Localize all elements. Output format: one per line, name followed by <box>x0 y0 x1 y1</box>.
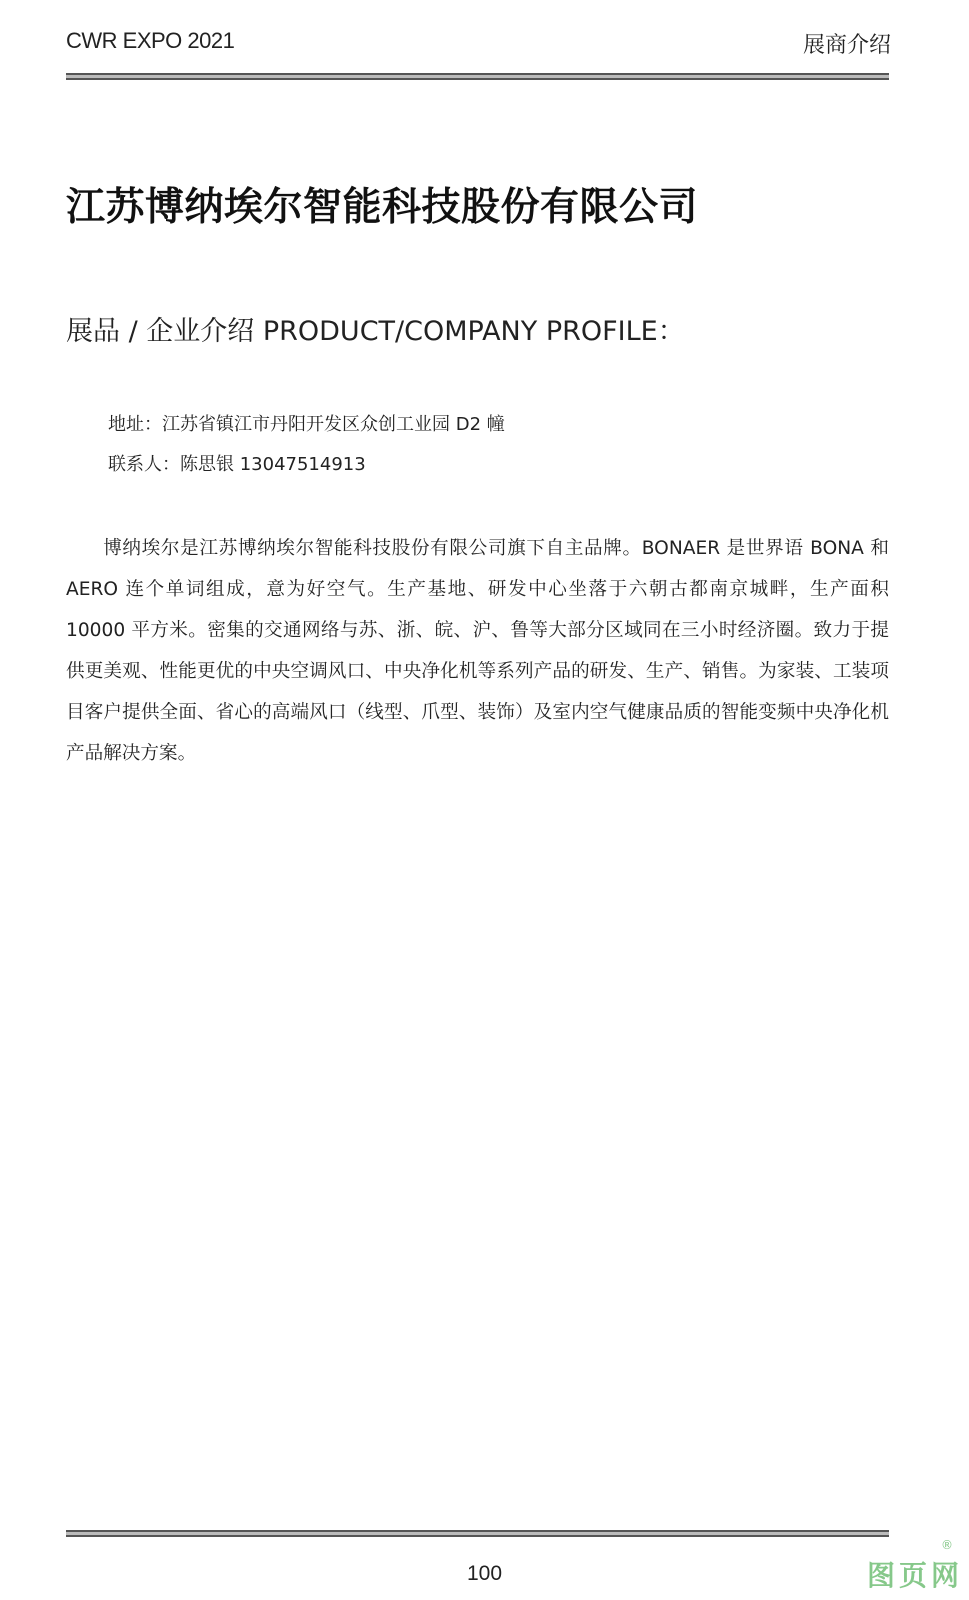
footer-divider <box>66 1530 889 1537</box>
header-event-title: CWR EXPO 2021 <box>66 28 235 53</box>
contact-address: 地址：江苏省镇江市丹阳开发区众创工业园 D2 幢 <box>108 414 505 435</box>
company-profile-paragraph: 博纳埃尔是江苏博纳埃尔智能科技股份有限公司旗下自主品牌。BONAER 是世界语 BONA 和 AERO 连个单词组成，意为好空气。生产基地、研发中心坐落于六朝古都南京城畔，生产面积 10000 平方米。密集的交通网络与苏、浙、皖、沪、鲁等大部分区域同在三小时经济圈。致力于提供更美观、性能更优的中央空调风口、中央净化机等系列产品的研发、生产、销售。为家装、工装项目客户提供全面、省心的高端风口（线型、爪型、装饰）及室内空气健康品质的智能变频中央净化机产品解决方案。 <box>66 538 889 764</box>
header-divider <box>66 73 889 80</box>
watermark-logo: 图页网 <box>866 1559 963 1592</box>
company-name: 江苏博纳埃尔智能科技股份有限公司 <box>66 185 699 230</box>
section-heading: 展品 / 企业介绍 PRODUCT/COMPANY PROFILE： <box>66 316 685 347</box>
contact-person: 联系人：陈思银 13047514913 <box>108 454 366 475</box>
page-number: 100 <box>466 1562 503 1585</box>
watermark-registered-mark: ® <box>941 1538 953 1552</box>
header-section-title: 展商介绍 <box>802 33 891 58</box>
